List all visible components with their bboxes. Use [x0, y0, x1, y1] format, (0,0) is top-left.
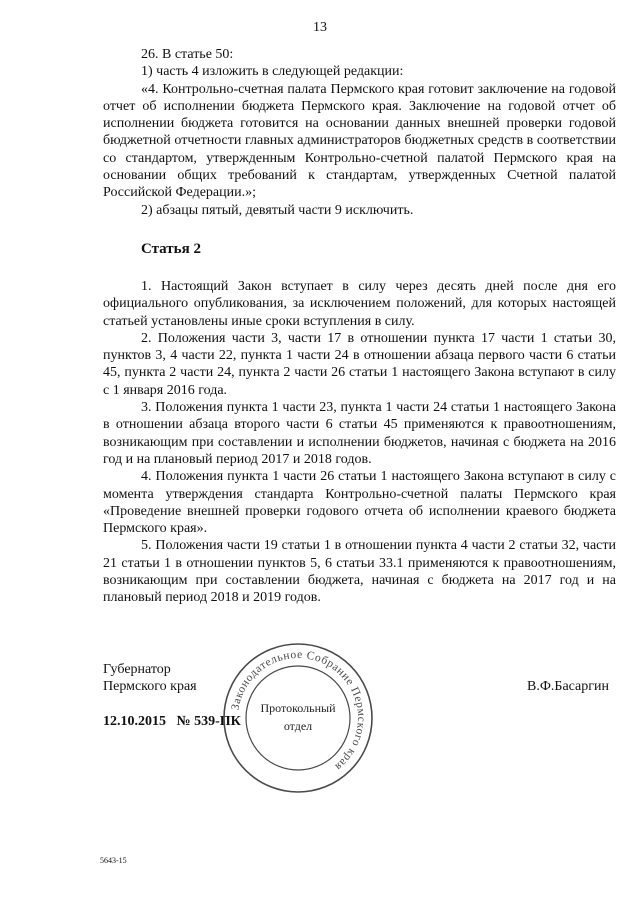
- stamp-inner-ring: [246, 666, 350, 770]
- paragraph: 3. Положения пункта 1 части 23, пункта 1 части 24 статьи 1 настоящего Закона в отношении абзаца второго части 6 статьи 45 применяются к правоотношениям, возникающим при составлении и исполнении бюджетов, начиная с бюджета на 2016 год и на плановый период 2017 и 2018 годов.: [103, 400, 616, 467]
- paragraph: 5. Положения части 19 статьи 1 в отношении пункта 4 части 2 статьи 32, части 21 статьи 1 в отношении пунктов 5, 6 статьи 33.1 применяются к правоотношениям, возникающим при составлении бюджета, начиная с бюджета на 2017 год и на плановый период 2018 и 2019 годов.: [103, 538, 616, 606]
- signatory-title-line1: Губернатор: [103, 662, 171, 677]
- stamp-center-line1: Протокольный: [260, 701, 336, 715]
- page-number: 13: [313, 20, 327, 35]
- paragraph: 2. Положения части 3, части 17 в отношении пункта 17 части 1 статьи 30, пунктов 3, 4 части 22, пункта 1 части 24 в отношении абзаца первого части 6 статьи 45, пункта 2 части 24, пункта 2 части 26 статьи 1 настоящего Закона вступают в силу с 1 января 2016 года.: [103, 330, 616, 398]
- amendment-item: 2) абзацы пятый, девятый части 9 исключить.: [141, 202, 414, 218]
- amendment-block: [103, 46, 616, 219]
- article-paragraphs: [103, 278, 616, 607]
- document-code: 5643-15: [100, 856, 127, 865]
- signatory-name: В.Ф.Басаргин: [527, 679, 609, 694]
- amendment-item: 26. В статье 50:: [141, 47, 234, 62]
- stamp-ring-text: Законодательное Собрание Пермского края: [229, 648, 368, 773]
- paragraph: 4. Положения пункта 1 части 26 статьи 1 настоящего Закона вступают в силу с момента утверждения стандарта Контрольно-счетной палаты Пермского края «Проведение внешней проверки годового отчета об исполнении краевого бюджета Пермского края».: [103, 469, 616, 537]
- date-number: 12.10.2015 № 539-ПК: [103, 714, 241, 729]
- official-stamp: [218, 638, 378, 798]
- amendment-item: 1) часть 4 изложить в следующей редакции:: [141, 64, 404, 80]
- signatory-title-line2: Пермского края: [103, 679, 197, 694]
- stamp-center-line2: отдел: [283, 719, 313, 733]
- paragraph: 1. Настоящий Закон вступает в силу через десять дней после дня его официального опубликования, за исключением положений, для которых настоящей статьей установлены иные сроки вступления в силу.: [103, 279, 616, 329]
- amendment-item: «4. Контрольно-счетная палата Пермского края готовит заключение на годовой отчет об исполнении бюджета Пермского края. Заключение на годовой отчет об исполнении бюджета готовится на основании данных внешней проверки годовой бюджетной отчетности главных администраторов бюджетных средств в соответствии со стандартом, утвержденным Контрольно-счетной палатой Пермского края на основании общих требований к стандартам, утвержденных Счетной палатой Российской Федерации.»;: [103, 81, 616, 201]
- article-heading: Статья 2: [141, 241, 201, 257]
